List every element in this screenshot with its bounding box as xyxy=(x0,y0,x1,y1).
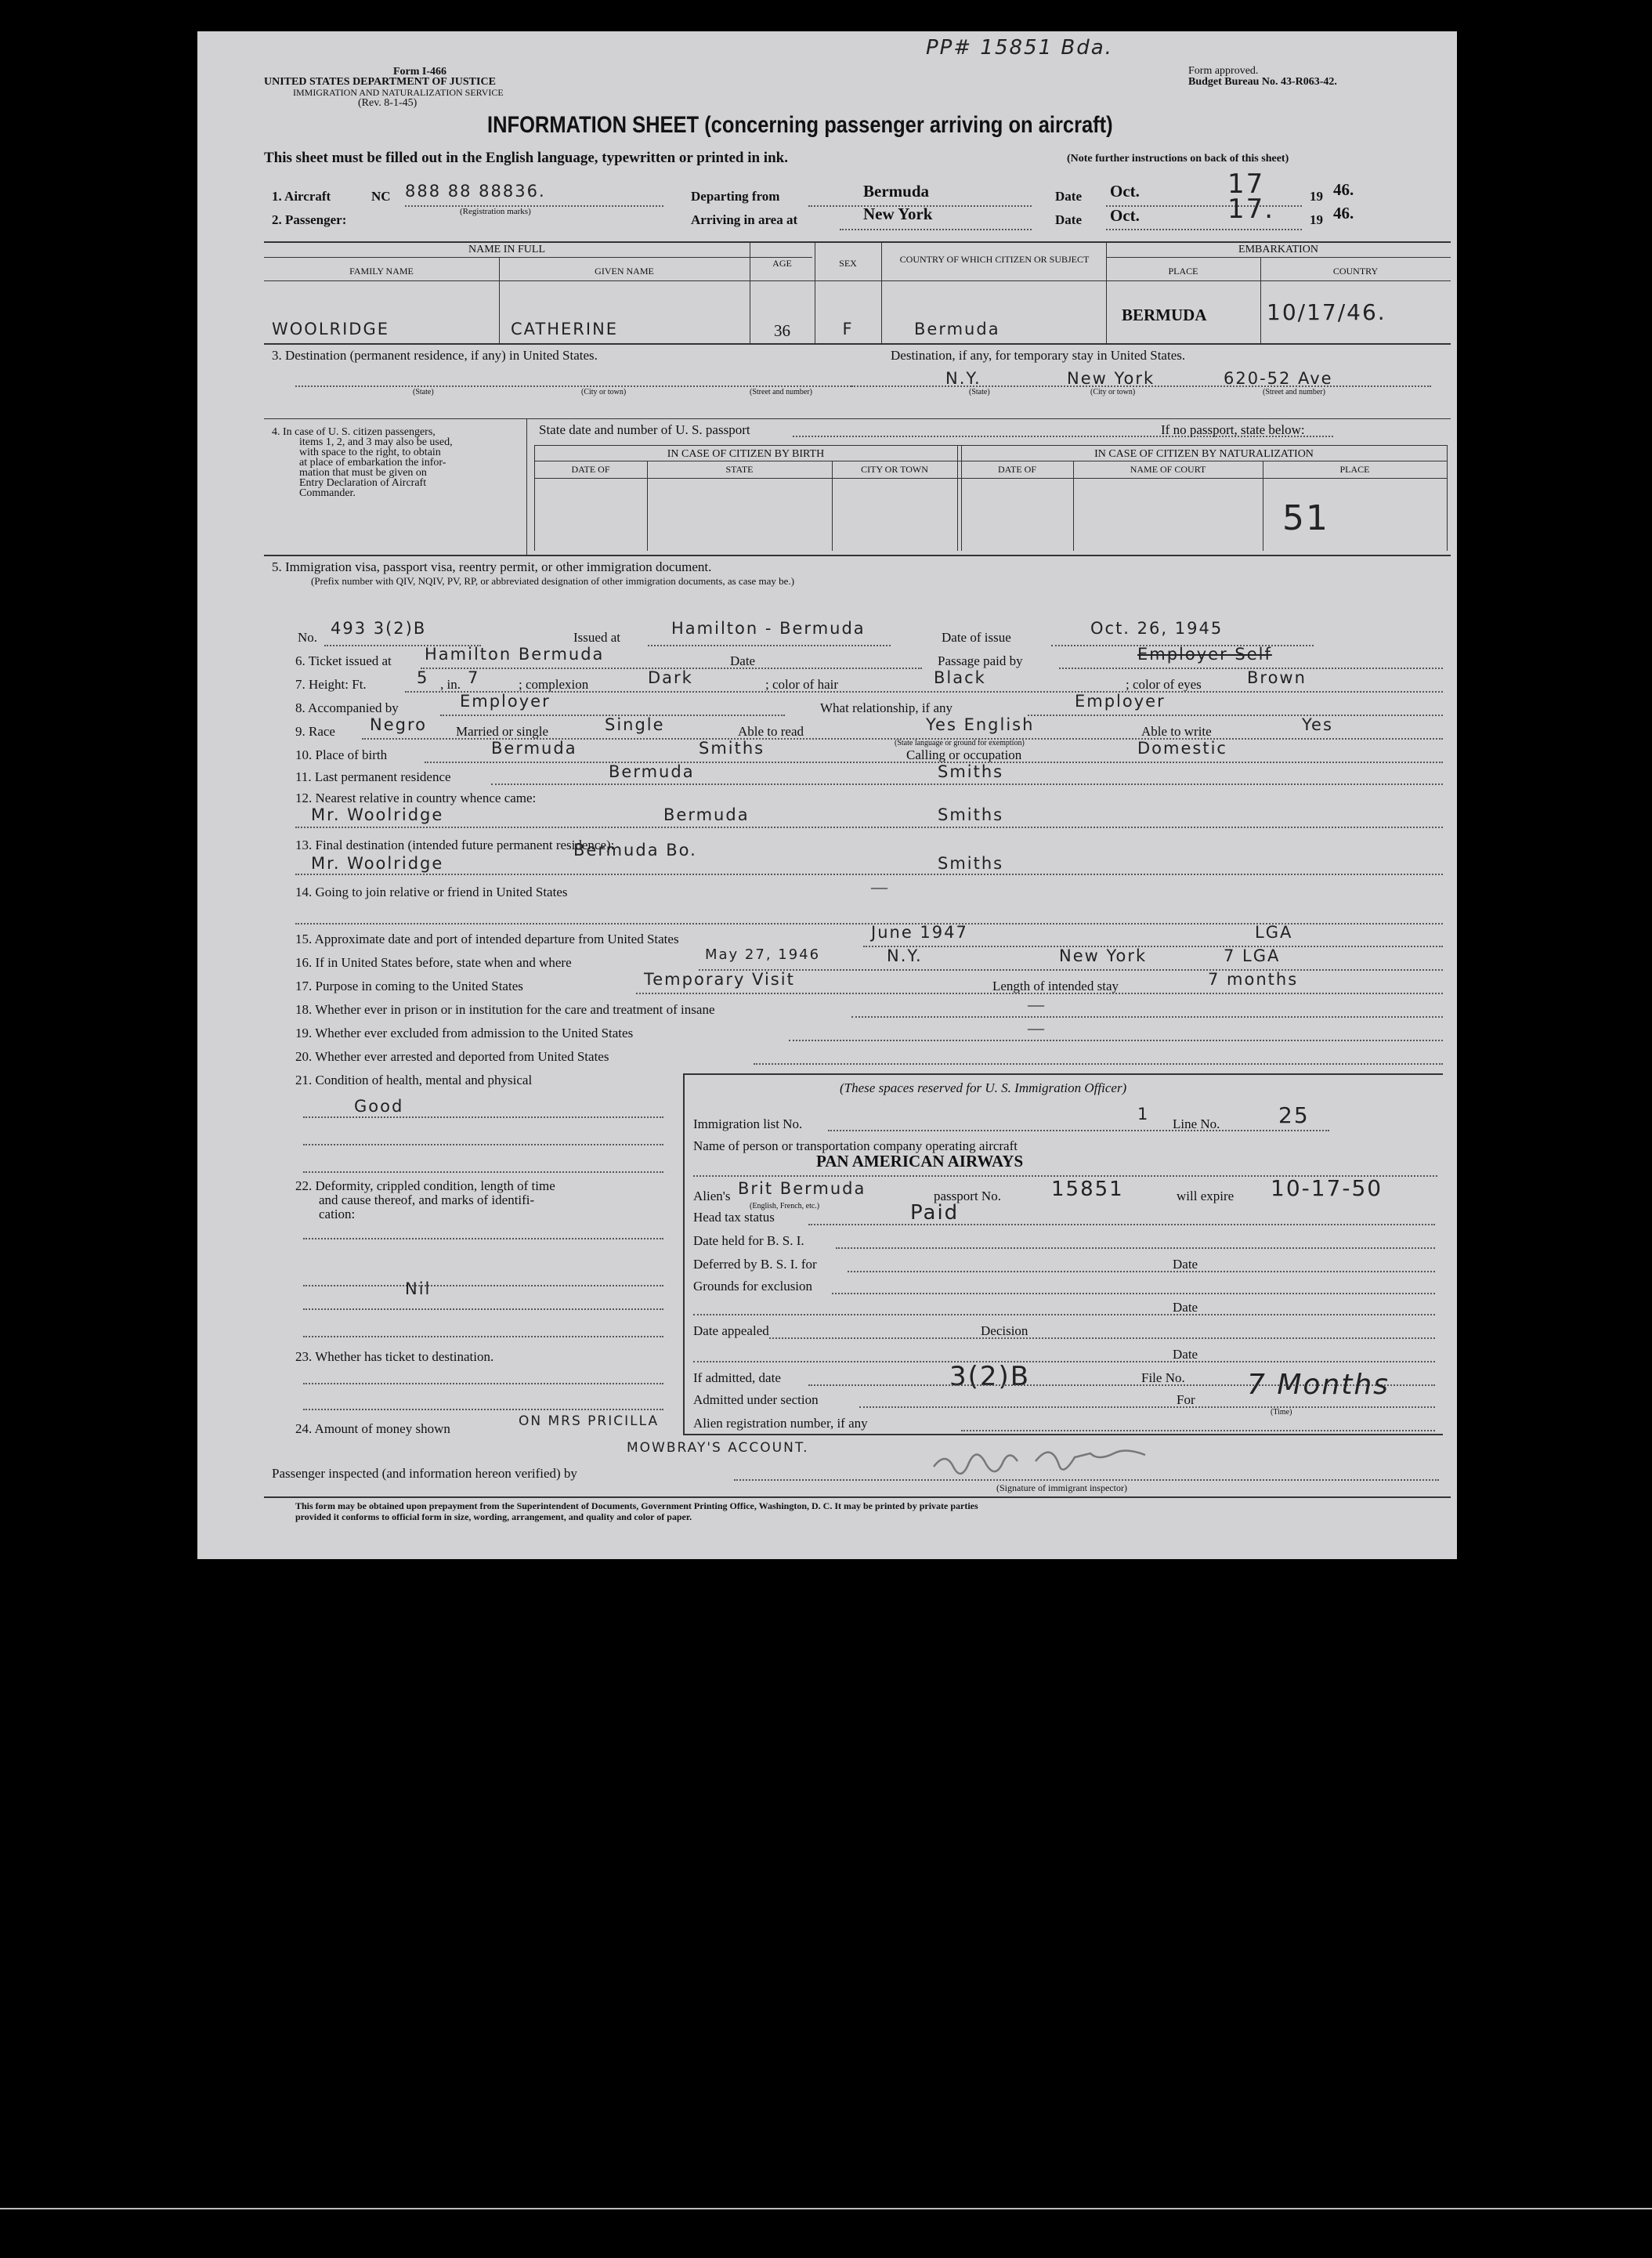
temp-city: New York xyxy=(1067,369,1155,388)
form-approved: Form approved. xyxy=(1188,65,1259,77)
departure-date: June 1947 xyxy=(871,923,968,942)
date-label: Date xyxy=(1173,1257,1198,1272)
accompanied-by: Employer xyxy=(460,692,551,711)
line-no: 25 xyxy=(1278,1102,1310,1128)
issued-at-label: Issued at xyxy=(573,630,620,645)
date-label: Date xyxy=(1055,189,1082,204)
note-line: mation that must be given on xyxy=(299,467,427,479)
read-caption: (State language or ground for exemption) xyxy=(895,739,1025,747)
final-destination-label: 13. Final destination (intended future permanent residence): xyxy=(295,838,615,852)
city-caption: (City or town) xyxy=(581,388,627,396)
budget-bureau: Budget Bureau No. 43-R063-42. xyxy=(1188,76,1337,88)
hair-color: Black xyxy=(934,668,986,687)
note-line: Commander. xyxy=(299,487,356,499)
file-no-label: File No. xyxy=(1141,1370,1185,1385)
passenger-label: 2. Passenger: xyxy=(272,212,347,227)
deformity: Nil xyxy=(405,1279,432,1298)
embark-place: BERMUDA xyxy=(1122,306,1207,324)
deformity-label: 22. Deformity, crippled condition, length of time xyxy=(295,1178,555,1193)
issued-at: Hamilton - Bermuda xyxy=(671,619,866,638)
arriving-label: Arriving in area at xyxy=(691,212,798,227)
height-label: 7. Height: Ft. xyxy=(295,677,367,692)
note-line: at place of embarkation the infor- xyxy=(299,457,446,469)
appealed-label: Date appealed xyxy=(693,1323,769,1338)
relative-country: Bermuda xyxy=(663,805,750,824)
date-label: Date xyxy=(1173,1300,1198,1315)
note-line: 4. In case of U. S. citizen passengers, xyxy=(272,426,436,438)
birth-country: Bermuda xyxy=(491,739,577,758)
ticket-label: 6. Ticket issued at xyxy=(295,653,392,668)
eyes-label: ; color of eyes xyxy=(1126,677,1202,692)
able-to-write: Yes xyxy=(1302,715,1333,734)
height-in-label: , in. xyxy=(440,677,461,692)
note-line: with space to the right, to obtain xyxy=(299,447,441,458)
head-tax: Paid xyxy=(910,1201,960,1225)
operator-label: Name of person or transportation company operating aircraft xyxy=(693,1138,1018,1153)
complexion-label: ; complexion xyxy=(519,677,589,692)
sex-header: SEX xyxy=(839,258,857,269)
eye-color: Brown xyxy=(1247,668,1307,687)
handwritten-reference: PP# 15851 Bda. xyxy=(926,36,1113,60)
operator: PAN AMERICAN AIRWAYS xyxy=(816,1152,1024,1171)
embarkation-header: EMBARKATION xyxy=(1238,244,1318,255)
col-date-of: DATE OF xyxy=(997,464,1036,475)
instruction: This sheet must be filled out in the English language, typewritten or printed in ink. xyxy=(264,150,788,166)
visa-sublabel: (Prefix number with QIV, NQIV, PV, RP, or abbreviated designation of other immigration documents, as case may be.) xyxy=(311,575,795,587)
prison-label: 18. Whether ever in prison or in institution for the care and treatment of insane xyxy=(295,1002,715,1017)
officer-box-title: (These spaces reserved for U. S. Immigration Officer) xyxy=(840,1080,1127,1095)
passage-paid: Employer Self xyxy=(1137,645,1272,664)
departing-value: Bermuda xyxy=(863,182,929,201)
previous-port: 7 LGA xyxy=(1224,946,1281,965)
deported-label: 20. Whether ever arrested and deported from United States xyxy=(295,1049,609,1064)
departure-label: 15. Approximate date and port of intended departure from United States xyxy=(295,932,679,946)
department: UNITED STATES DEPARTMENT OF JUSTICE xyxy=(264,76,496,88)
arrive-month: Oct. xyxy=(1110,206,1140,225)
stay-label: Length of intended stay xyxy=(992,979,1119,993)
prison: — xyxy=(1028,995,1044,1014)
departing-label: Departing from xyxy=(691,189,780,204)
relationship-label: What relationship, if any xyxy=(820,700,953,715)
final-country: Bermuda Bo. xyxy=(573,841,697,859)
married-label: Married or single xyxy=(456,724,549,739)
nearest-relative-label: 12. Nearest relative in country whence came: xyxy=(295,791,537,805)
stay-length: 7 months xyxy=(1208,970,1299,989)
previous-when: May 27, 1946 xyxy=(705,946,821,963)
money-label: 24. Amount of money shown xyxy=(295,1421,450,1436)
alien-label: Alien's xyxy=(693,1189,731,1203)
join-relative: — xyxy=(871,878,887,896)
excluded: — xyxy=(1028,1019,1044,1037)
deformity-label: cation: xyxy=(319,1207,356,1221)
given-name: CATHERINE xyxy=(511,320,619,338)
excluded-label: 19. Whether ever excluded from admission to the United States xyxy=(295,1026,634,1040)
purpose-label: 17. Purpose in coming to the United States xyxy=(295,979,523,993)
passage-paid-label: Passage paid by xyxy=(938,653,1023,668)
date-of-issue-label: Date of issue xyxy=(942,630,1011,645)
page-title: INFORMATION SHEET (concerning passenger arriving on aircraft) xyxy=(487,112,1113,138)
alien-caption: (English, French, etc.) xyxy=(750,1202,820,1210)
state-caption: (State) xyxy=(969,388,990,396)
form-number: Form I-466 xyxy=(393,66,447,78)
age-header: AGE xyxy=(772,258,792,269)
last-residence-city: Smiths xyxy=(938,762,1004,781)
aircraft-label: 1. Aircraft xyxy=(272,189,331,204)
arriving-value: New York xyxy=(863,204,933,223)
birth-city: Smiths xyxy=(699,739,765,758)
height-in: 7 xyxy=(468,668,480,687)
year-prefix: 19 xyxy=(1310,189,1323,204)
scan-bottom-line xyxy=(0,2208,1652,2209)
visa-no-label: No. xyxy=(298,630,318,645)
place-value: 51 xyxy=(1282,498,1329,538)
passport-no: 15851 xyxy=(1051,1178,1124,1201)
previous-city: New York xyxy=(1059,946,1148,965)
name-in-full-header: NAME IN FULL xyxy=(468,244,545,255)
citizen-of: Bermuda xyxy=(914,320,1000,338)
race-label: 9. Race xyxy=(295,724,335,739)
inspected-label: Passenger inspected (and information hereon verified) by xyxy=(272,1466,577,1481)
admitted-section: 3(2)B xyxy=(949,1361,1031,1392)
col-city: CITY OR TOWN xyxy=(861,464,928,475)
fine-print: provided it conforms to official form in size, wording, arrangement, and quality and color of paper. xyxy=(295,1511,692,1522)
immigration-list-label: Immigration list No. xyxy=(693,1116,803,1131)
revision: (Rev. 8-1-45) xyxy=(358,97,418,109)
sex: F xyxy=(842,320,854,338)
height-ft: 5 xyxy=(417,668,429,687)
street-caption: (Street and number) xyxy=(750,388,812,396)
aircraft-nc: NC xyxy=(371,189,391,204)
able-to-read: Yes English xyxy=(926,715,1035,734)
age: 36 xyxy=(774,321,790,340)
arrive-year: 46. xyxy=(1333,204,1354,223)
time-caption: (Time) xyxy=(1271,1408,1292,1417)
marital-status: Single xyxy=(605,715,665,734)
head-tax-label: Head tax status xyxy=(693,1210,775,1225)
col-date-of: DATE OF xyxy=(571,464,610,475)
race: Negro xyxy=(370,715,427,734)
expire-label: will expire xyxy=(1177,1189,1234,1203)
note: (Note further instructions on back of this sheet) xyxy=(1067,153,1289,165)
note-line: Entry Declaration of Aircraft xyxy=(299,477,427,489)
aircraft-registration: 888 88 88836. xyxy=(405,182,546,201)
expire-date: 10-17-50 xyxy=(1271,1175,1383,1201)
year-prefix: 19 xyxy=(1310,212,1323,227)
destination-label: 3. Destination (permanent residence, if any) in United States. xyxy=(272,348,598,363)
final-name: Mr. Woolridge xyxy=(311,854,444,873)
deformity-label: and cause thereof, and marks of identifi- xyxy=(319,1192,535,1207)
complexion: Dark xyxy=(648,668,693,687)
col-state: STATE xyxy=(725,464,754,475)
date-of-issue: Oct. 26, 1945 xyxy=(1090,619,1224,638)
col-place: PLACE xyxy=(1339,464,1370,475)
purpose: Temporary Visit xyxy=(644,970,795,989)
family-name-header: FAMILY NAME xyxy=(349,266,414,277)
family-name: WOOLRIDGE xyxy=(272,320,390,338)
departure-port: LGA xyxy=(1255,923,1293,942)
last-residence-country: Bermuda xyxy=(609,762,695,781)
read-label: Able to read xyxy=(738,724,804,739)
temp-destination-label: Destination, if any, for temporary stay in United States. xyxy=(891,348,1186,363)
citizen-by-birth-header: IN CASE OF CITIZEN BY BIRTH xyxy=(667,448,825,460)
bsi-label: Date held for B. S. I. xyxy=(693,1233,804,1248)
registration-label: Alien registration number, if any xyxy=(693,1416,868,1431)
inspector-signature xyxy=(926,1442,1177,1481)
occupation-label: Calling or occupation xyxy=(906,747,1022,762)
immigration-list: 1 xyxy=(1137,1105,1150,1124)
no-passport-label: If no passport, state below: xyxy=(1161,422,1305,437)
admitted-for: 7 Months xyxy=(1247,1369,1390,1401)
join-relative-label: 14. Going to join relative or friend in United States xyxy=(295,885,568,899)
ticket-issued: Hamilton Bermuda xyxy=(425,645,605,664)
last-residence-label: 11. Last permanent residence xyxy=(295,769,451,784)
passport-label: passport No. xyxy=(934,1189,1001,1203)
depart-month: Oct. xyxy=(1110,182,1140,201)
state-caption: (State) xyxy=(413,388,434,396)
section-label: Admitted under section xyxy=(693,1392,819,1407)
ticket-destination-label: 23. Whether has ticket to destination. xyxy=(295,1349,494,1364)
signature-caption: (Signature of immigrant inspector) xyxy=(996,1482,1127,1493)
money-note: MOWBRAY'S ACCOUNT. xyxy=(627,1440,809,1456)
city-caption: (City or town) xyxy=(1090,388,1136,396)
note-line: items 1, 2, and 3 may also be used, xyxy=(299,436,453,448)
hair-label: ; color of hair xyxy=(765,677,838,692)
final-city: Smiths xyxy=(938,854,1004,873)
depart-day: 17 xyxy=(1227,168,1265,200)
relative-name: Mr. Woolridge xyxy=(311,805,444,824)
temp-state: N.Y. xyxy=(945,369,981,388)
service: IMMIGRATION AND NATURALIZATION SERVICE xyxy=(293,87,504,98)
write-label: Able to write xyxy=(1141,724,1212,739)
relative-city: Smiths xyxy=(938,805,1004,824)
occupation: Domestic xyxy=(1137,739,1227,758)
date-label: Date xyxy=(1055,212,1082,227)
form-sheet xyxy=(197,31,1457,1559)
alien-nationality: Brit Bermuda xyxy=(738,1179,866,1198)
ticket-date-label: Date xyxy=(730,653,756,668)
depart-year: 46. xyxy=(1333,180,1354,199)
decision-label: Decision xyxy=(981,1323,1028,1338)
previous-state: N.Y. xyxy=(887,946,923,965)
date-label: Date xyxy=(1173,1347,1198,1362)
embark-date: 10/17/46. xyxy=(1267,299,1386,325)
country-header: COUNTRY OF WHICH CITIZEN OR SUBJECT xyxy=(899,254,1090,265)
health-label: 21. Condition of health, mental and physical xyxy=(295,1073,533,1087)
visa-label: 5. Immigration visa, passport visa, reentry permit, or other immigration document. xyxy=(272,559,712,574)
previous-visit-label: 16. If in United States before, state when and where xyxy=(295,955,572,970)
fine-print: This form may be obtained upon prepayment from the Superintendent of Documents, Government Printing Office, Washington, D. C. It may be printed by private parties xyxy=(295,1500,978,1511)
admitted-label: If admitted, date xyxy=(693,1370,781,1385)
col-court: NAME OF COURT xyxy=(1130,464,1206,475)
passport-label: State date and number of U. S. passport xyxy=(539,422,750,437)
place-header: PLACE xyxy=(1168,266,1198,277)
registration-caption: (Registration marks) xyxy=(460,207,531,216)
given-name-header: GIVEN NAME xyxy=(595,266,654,277)
line-no-label: Line No. xyxy=(1173,1116,1220,1131)
relationship: Employer xyxy=(1075,692,1166,711)
temp-street: 620-52 Ave xyxy=(1224,369,1333,388)
citizen-by-naturalization-header: IN CASE OF CITIZEN BY NATURALIZATION xyxy=(1094,448,1314,460)
visa-no: 493 3(2)B xyxy=(331,619,427,638)
deferred-label: Deferred by B. S. I. for xyxy=(693,1257,817,1272)
accompanied-label: 8. Accompanied by xyxy=(295,700,399,715)
for-label: For xyxy=(1177,1392,1195,1407)
health: Good xyxy=(354,1097,404,1116)
grounds-label: Grounds for exclusion xyxy=(693,1279,813,1294)
birthplace-label: 10. Place of birth xyxy=(295,747,388,762)
country-col-header: COUNTRY xyxy=(1332,266,1379,277)
arrive-day: 17. xyxy=(1227,194,1275,225)
street-caption: (Street and number) xyxy=(1263,388,1325,396)
money: ON MRS PRICILLA xyxy=(519,1413,660,1429)
